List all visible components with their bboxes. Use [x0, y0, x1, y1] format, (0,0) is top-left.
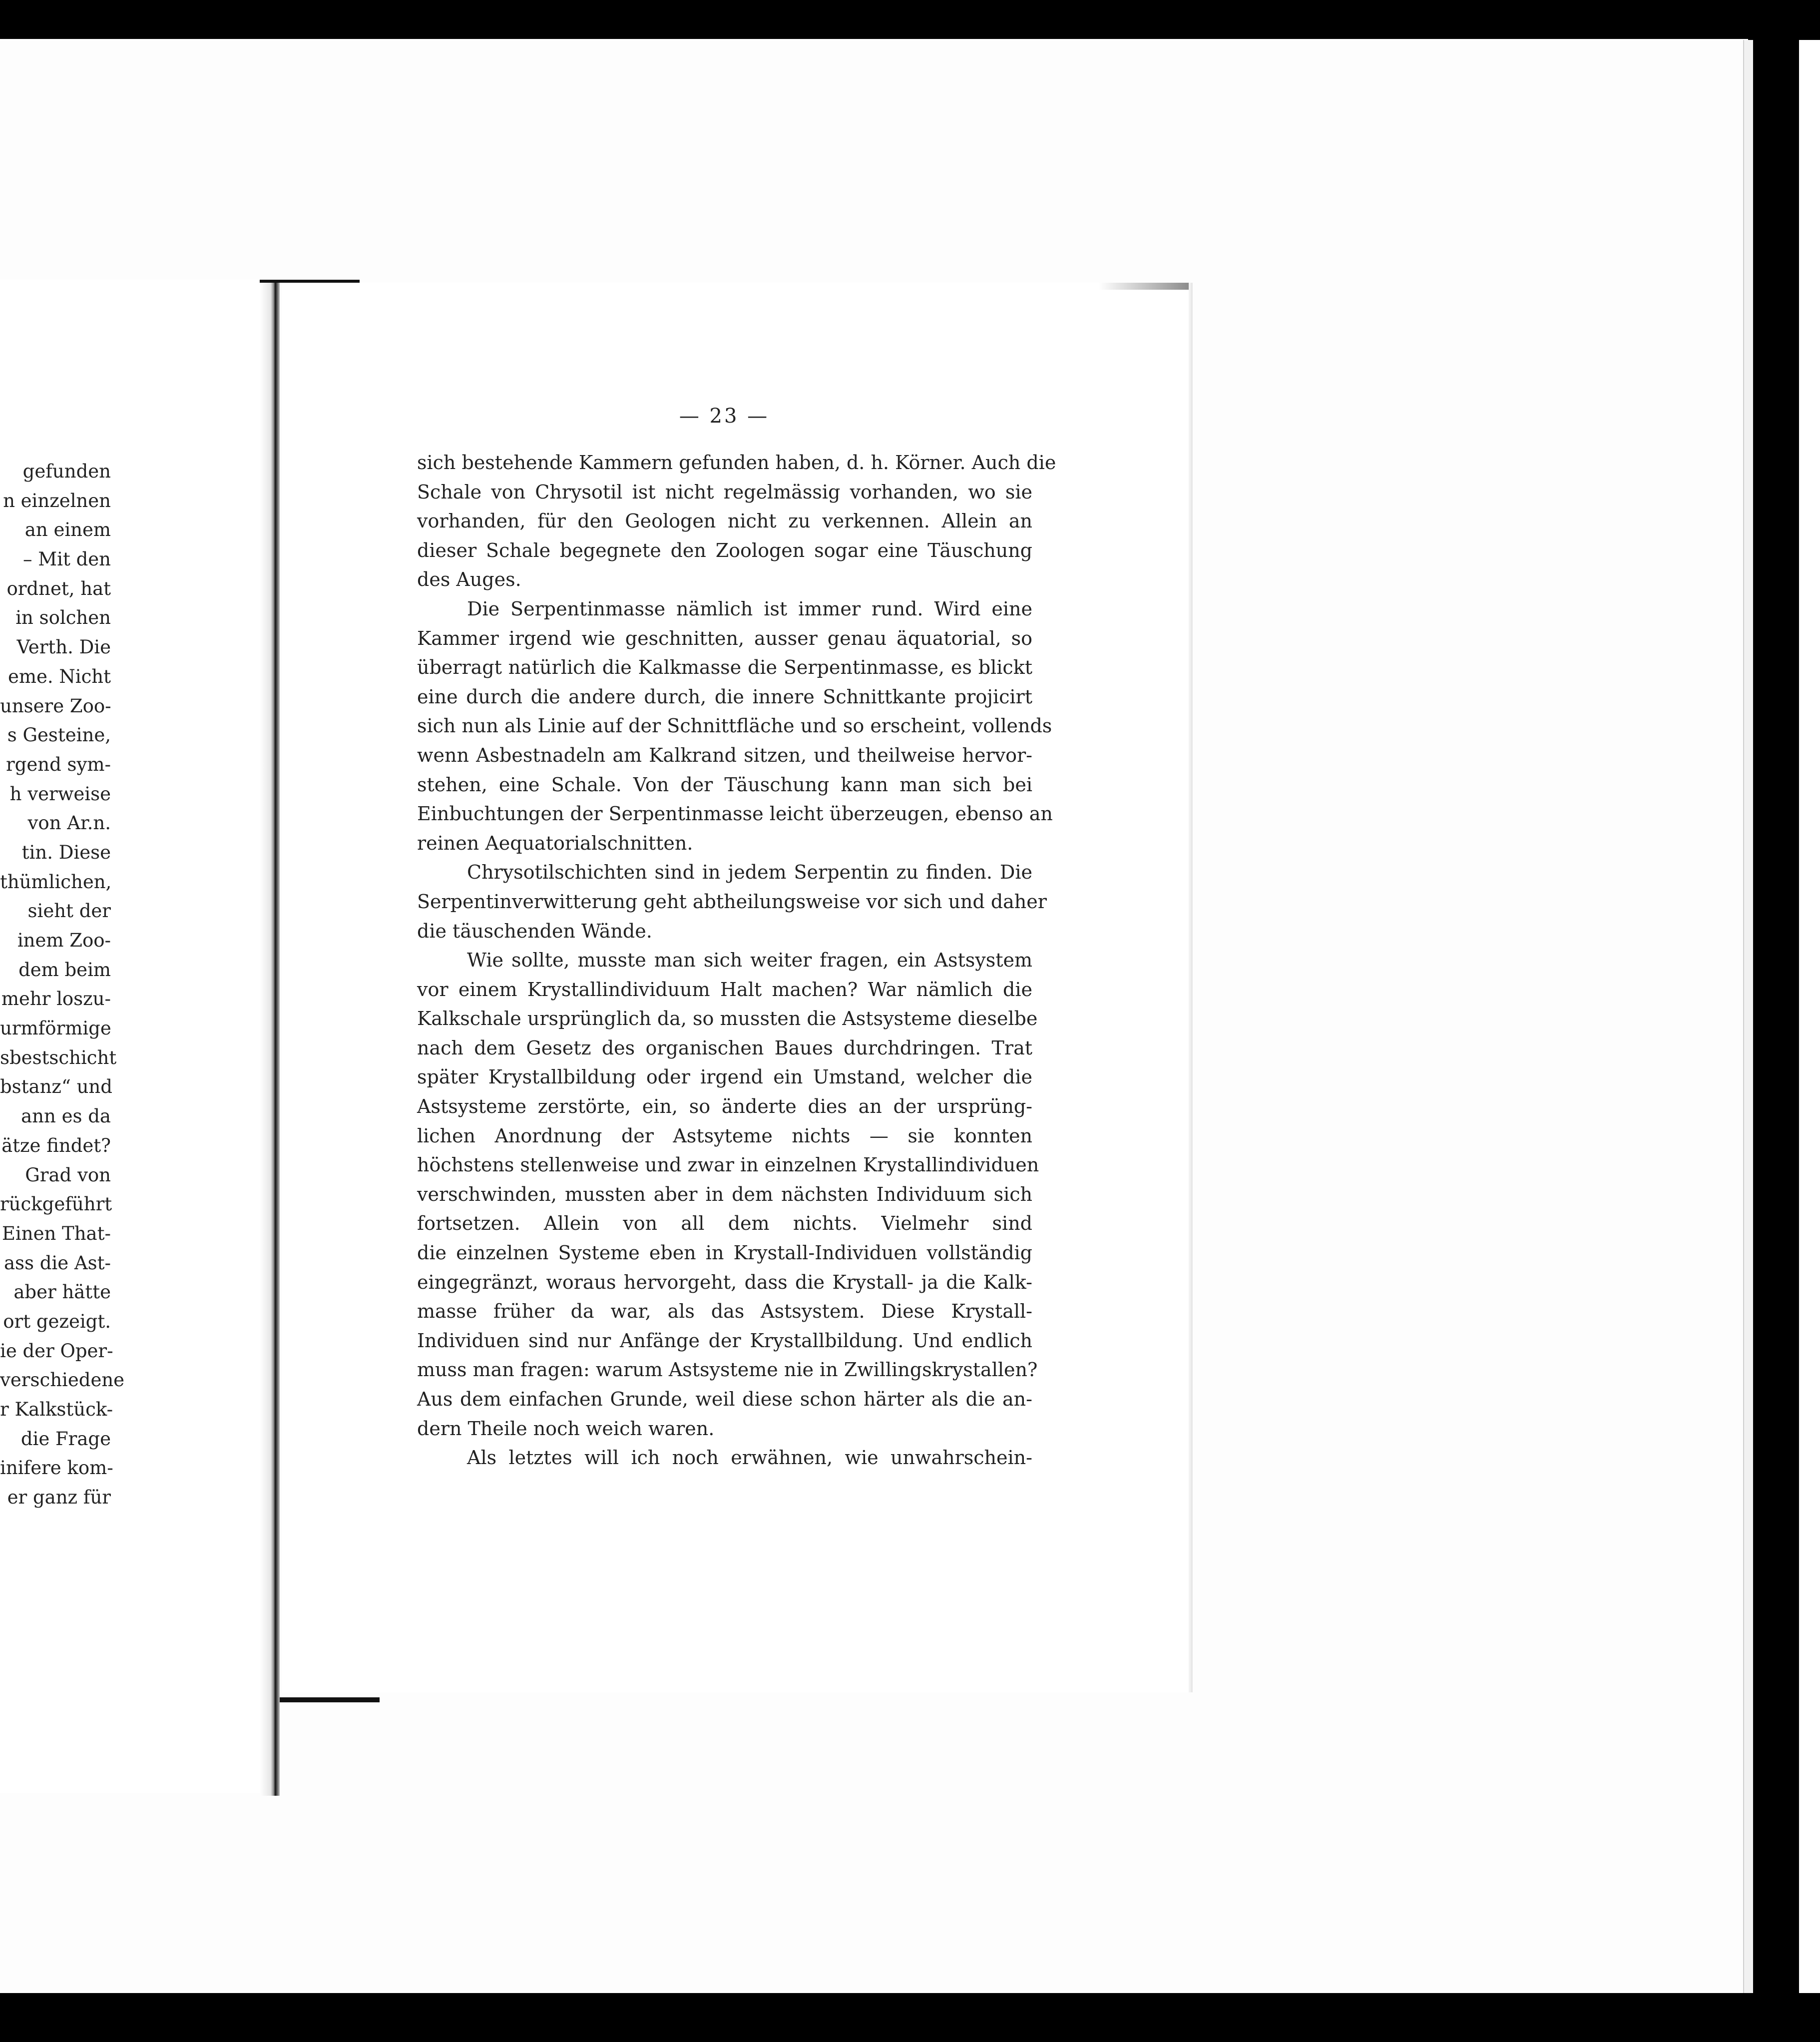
text-line: höchstens stellenweise und zwar in einzelnen Krystallindividuen: [417, 1154, 1039, 1176]
left-page-line: aber hätte: [13, 1281, 111, 1303]
left-page-line: tin. Diese: [21, 841, 111, 863]
left-page-line: eme. Nicht: [7, 665, 111, 687]
text-line: vorhanden, für den Geologen nicht zu verkennen. Allein an: [417, 510, 1032, 532]
text-line: wenn Asbestnadeln am Kalkrand sitzen, und theilweise hervor-: [417, 744, 1032, 766]
binding-gutter: [260, 282, 280, 1796]
text-line: Schale von Chrysotil ist nicht regelmässig vorhanden, wo sie: [417, 481, 1032, 503]
text-line: Kalkschale ursprünglich da, so mussten die Astsysteme dieselbe: [417, 1008, 1038, 1030]
left-page-text-fragments: [0, 457, 125, 1513]
left-page-line: mehr loszu-: [1, 988, 111, 1010]
left-page-line: ann es da: [21, 1105, 111, 1127]
left-page-line: die Frage: [20, 1428, 111, 1450]
text-line: des Auges.: [417, 568, 521, 591]
text-line: dieser Schale begegnete den Zoologen sogar eine Täuschung: [417, 539, 1032, 561]
left-page-line: verschiedene: [0, 1369, 125, 1391]
left-page-line: Einen That-: [1, 1222, 111, 1244]
left-page-line: r Kalkstück-: [0, 1399, 113, 1420]
right-edge-strip: [1795, 40, 1820, 1993]
text-line: reinen Aequatorialschnitten.: [417, 832, 693, 854]
text-line: nach dem Gesetz des organischen Baues durchdringen. Trat: [417, 1036, 1032, 1059]
text-line: lichen Anordnung der Astsyteme nichts — sie konnten: [417, 1124, 1032, 1147]
page-number: — 23 —: [679, 405, 770, 428]
text-line: masse früher da war, als das Astsystem. Diese Krystall-: [417, 1300, 1032, 1323]
text-line: verschwinden, mussten aber in dem nächsten Individuum sich: [417, 1183, 1032, 1205]
text-line: Als letztes will ich noch erwähnen, wie unwahrschein-: [467, 1447, 1032, 1469]
text-line: muss man fragen: warum Astsysteme nie in Zwillingskrystallen?: [417, 1359, 1038, 1381]
left-page-line: n einzelnen: [3, 490, 111, 511]
text-line: Kammer irgend wie geschnitten, ausser genau äquatorial, so: [417, 627, 1032, 649]
text-line: vor einem Krystallindividuum Halt machen? War nämlich die: [417, 978, 1032, 1001]
scanner-frame-top: [0, 0, 1816, 40]
binding-bottom-rule: [280, 1697, 380, 1702]
page-body-text: [417, 448, 1056, 1473]
left-page-line: gefunden: [22, 461, 111, 482]
left-page-line: urmförmige: [0, 1018, 111, 1039]
left-page-line: bstanz“ und: [0, 1076, 112, 1098]
text-line: Astsysteme zerstörte, ein, so änderte dies an der ursprüng-: [417, 1095, 1032, 1118]
left-page-line: sieht der: [27, 900, 111, 922]
left-page-line: von Ar.n.: [27, 812, 111, 834]
left-page-line: inifere kom-: [0, 1457, 113, 1479]
text-line: Serpentinverwitterung geht abtheilungsweise vor sich und daher: [417, 890, 1047, 913]
text-line: Aus dem einfachen Grunde, weil diese schon härter als die an-: [417, 1388, 1032, 1410]
text-line: sich nun als Linie auf der Schnittfläche und so erscheint, vollends: [417, 715, 1052, 737]
text-line: später Krystallbildung oder irgend ein Umstand, welcher die: [417, 1066, 1032, 1088]
text-line: Die Serpentinmasse nämlich ist immer rund. Wird eine: [467, 597, 1032, 620]
text-line: Chrysotilschichten sind in jedem Serpentin zu finden. Die: [467, 861, 1032, 884]
page-corner-shadow: [1099, 283, 1189, 290]
text-line: Einbuchtungen der Serpentinmasse leicht überzeugen, ebenso an: [417, 803, 1053, 825]
left-page-line: ort gezeigt.: [3, 1310, 111, 1332]
text-line: dern Theile noch weich waren.: [417, 1417, 715, 1440]
left-page-line: rückgeführt: [0, 1193, 112, 1215]
left-page-line: thümlichen,: [0, 871, 112, 893]
scanner-frame-bottom: [0, 1993, 1816, 2042]
left-page-line: dem beim: [18, 959, 111, 981]
text-line: die einzelnen Systeme eben in Krystall-Individuen vollständig: [417, 1242, 1032, 1264]
left-page-line: ass die Ast-: [3, 1252, 111, 1274]
text-line: die täuschenden Wände.: [417, 920, 652, 942]
left-page-line: unsere Zoo-: [0, 695, 111, 717]
left-page-line: s Gesteine,: [7, 724, 111, 746]
text-line: Individuen sind nur Anfänge der Krystallbildung. Und endlich: [417, 1329, 1032, 1352]
left-page-line: sbestschicht: [0, 1046, 117, 1068]
left-page-line: h verweise: [9, 783, 111, 805]
left-page-line: Grad von: [25, 1164, 111, 1186]
text-line: eine durch die andere durch, die innere Schnittkante projicirt: [417, 685, 1032, 708]
left-page-line: ätze findet?: [1, 1134, 111, 1156]
text-line: überragt natürlich die Kalkmasse die Serpentinmasse, es blickt: [417, 656, 1032, 679]
left-page-line: inem Zoo-: [17, 930, 111, 951]
left-page-line: rgend sym-: [5, 753, 111, 775]
text-line: stehen, eine Schale. Von der Täuschung kann man sich bei: [417, 773, 1032, 796]
text-line: eingegränzt, woraus hervorgeht, dass die Krystall- ja die Kalk-: [417, 1271, 1032, 1293]
left-page-line: in solchen: [15, 607, 111, 629]
left-page-line: er ganz für: [7, 1487, 111, 1509]
left-page-line: an einem: [24, 519, 111, 541]
left-page-line: ie der Oper-: [0, 1340, 113, 1362]
left-page-line: – Mit den: [22, 548, 111, 570]
mount-sheet-edge: [1743, 40, 1753, 1993]
left-page-line: Verth. Die: [16, 636, 111, 658]
text-line: fortsetzen. Allein von all dem nichts. Vielmehr sind: [417, 1212, 1032, 1235]
text-line: Wie sollte, musste man sich weiter fragen, ein Astsystem: [467, 949, 1032, 972]
left-page-line: ordnet, hat: [6, 577, 111, 599]
text-line: sich bestehende Kammern gefunden haben, d. h. Körner. Auch die: [417, 452, 1056, 474]
